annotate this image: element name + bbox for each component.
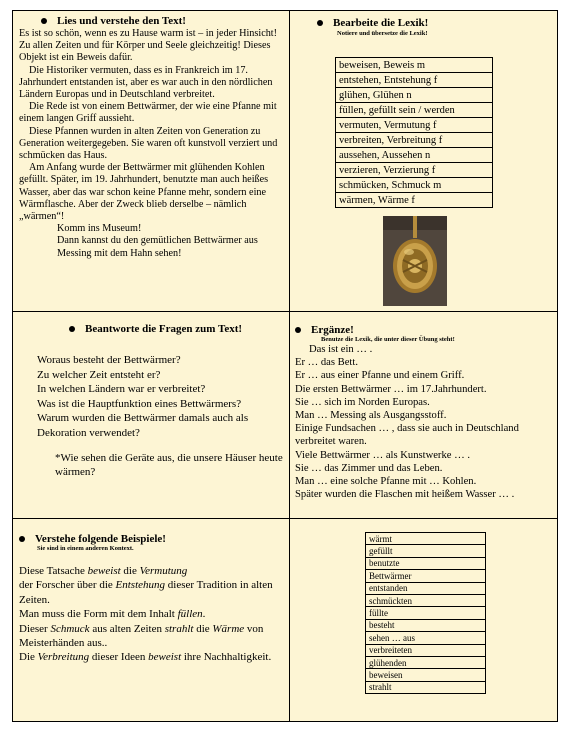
example-text: Diese Tatsache [19,565,88,577]
example-text: die [120,565,140,577]
answer-word: wärmt [366,533,486,545]
question-item: In welchen Ländern war er verbreitet? [37,383,206,396]
answer-word: schmückten [366,594,486,606]
example-text: dieser Ideen [89,651,149,664]
complete-title: Ergänze! [311,324,354,336]
example-text: die [193,622,213,635]
lexis-heading [317,17,555,29]
answers-section [365,532,486,694]
complete-line: Er … aus einer Pfanne und einem Griff. [295,370,465,382]
example-text: ihre Nachhaltigkeit. [181,651,272,664]
reading-title: Lies und verstehe den Text! [57,15,186,27]
answer-word: benutzte [366,557,486,569]
complete-heading [295,324,555,336]
example-sentence [19,578,285,607]
complete-lines [295,343,555,501]
example-keyword: Vermutung [139,565,188,577]
example-keyword: beweist [87,565,121,577]
reading-paragraph: Es ist so schön, wenn es zu Hause warm ist – in jeder Hinsicht! Zu allen Zeiten und für Körper und Seele gleichzeitig! Dieses Objekt ist ein Beweis dafür. [19,28,278,64]
example-text: . [202,608,206,621]
row-divider-1 [13,311,557,312]
example-sentence [19,622,285,651]
reading-heading [41,15,285,27]
question-extra: *Wie sehen die Geräte aus, die unsere Häuser heute wärmen? [55,451,283,479]
answer-word: besteht [366,619,486,631]
example-text: Man muss die Form mit dem Inhalt [19,608,178,621]
complete-line: Viele Bettwärmer … als Kunstwerke … . [295,449,470,461]
complete-line: Später wurden die Flaschen mit heißem Wasser … . [295,489,515,501]
answer-word: strahlt [366,681,486,693]
lexis-word: verbreiten, Verbreitung f [336,133,493,148]
reading-paragraph: Die Rede ist von einem Bettwärmer, der wie eine Pfanne mit einem langen Griff aussieht. [19,101,277,125]
lexis-word: vermuten, Vermutung f [336,118,493,133]
complete-line: Sie … das Zimmer und das Leben. [295,462,443,474]
closing-line: Dann kannst du den gemütlichen Bettwärmer aus Messing mit dem Hahn sehen! [57,235,258,259]
answer-word: entstanden [366,582,486,594]
bed-warmer-photo [383,216,447,306]
questions-section [19,323,285,480]
complete-section [295,324,555,501]
complete-line: Man … eine solche Pfanne mit … Kohlen. [295,476,477,488]
reading-text [19,28,285,260]
bullet-icon [317,20,323,26]
questions-title: Beantworte die Fragen zum Text! [85,323,243,335]
complete-line: Man … Messing als Ausgangsstoff. [295,410,447,422]
complete-line: Einige Fundsachen … , dass sie auch in Deutschland verbreitet waren. [295,423,519,448]
example-text: aus alten Zeiten [89,622,165,635]
question-item: Woraus besteht der Bettwärmer? [37,354,181,366]
lexis-word: schmücken, Schmuck m [336,178,493,193]
column-divider [289,11,290,721]
answer-word: gefüllt [366,545,486,557]
example-sentence [19,607,285,621]
example-keyword: strahlt [164,622,194,635]
bullet-icon [19,536,25,542]
lexis-word: glühen, Glühen n [336,88,493,103]
example-text: Die [19,651,38,664]
worksheet [12,10,558,722]
complete-line: Er … das Bett. [295,357,358,369]
example-keyword: Entstehung [115,579,166,592]
example-sentence [19,564,285,578]
complete-line: Sie … sich im Norden Europas. [295,396,430,408]
reading-paragraph: Am Anfang wurde der Bettwärmer mit glühenden Kohlen gefüllt. Später, im 19. Jahrhundert, benutzte man auch heißes Wasser, aber das war schon keine Pfanne mehr, sondern eine Wärmflasche. Aber der Zweck blieb derselbe – nämlich „wärmen“! [19,162,269,223]
lexis-table [335,57,493,208]
bullet-icon [41,18,47,24]
lexis-subtitle: Notiere und übersetze die Lexik! [337,30,428,37]
complete-subtitle: Benutze die Lexik, die unter dieser Übung steht! [321,336,455,343]
closing-line: Komm ins Museum! [57,223,142,235]
lexis-word: entstehen, Entstehung f [336,73,493,88]
lexis-word: verzieren, Verzierung f [336,163,493,178]
reading-paragraph: Diese Pfannen wurden in alten Zeiten von Generation zu Generation weitergegeben. Sie waren oft kunstvoll verziert und schmücken das Haus. [19,125,278,162]
example-sentence [19,650,285,664]
examples-heading [19,533,285,545]
complete-line: Das ist ein … . [309,344,373,355]
example-text: der Forscher über die [19,579,116,592]
lexis-word: wärmen, Wärme f [336,193,493,208]
lexis-word: aussehen, Aussehen n [336,148,493,163]
lexis-word: beweisen, Beweis m [336,58,493,73]
answer-word: verbreiteten [366,644,486,656]
lexis-word: füllen, gefüllt sein / werden [336,103,493,118]
example-keyword: Wärme [212,622,245,635]
example-keyword: Schmuck [50,622,90,635]
answer-word: beweisen [366,669,486,681]
lexis-section [295,17,555,309]
example-keyword: beweist [148,651,182,664]
answer-word: sehen … aus [366,632,486,644]
examples-section [19,533,285,665]
question-item: Zu welcher Zeit entsteht er? [37,368,161,381]
complete-line: Die ersten Bettwärmer … im 17.Jahrhundert. [295,383,487,395]
answer-word: Bettwärmer [366,570,486,582]
bullet-icon [295,327,301,333]
bullet-icon [69,326,75,332]
question-item: Was ist die Hauptfunktion eines Bettwärmers? [37,397,242,410]
examples-title: Verstehe folgende Beispiele! [35,533,166,545]
examples-text [19,564,285,665]
examples-subtitle: Sie sind in einem anderen Kontext. [37,545,134,552]
bed-warmer-image [383,216,447,306]
reading-section [19,15,285,260]
question-item: Warum wurden die Bettwärmer damals auch als Dekoration verwendet? [37,412,249,439]
answer-word: füllte [366,607,486,619]
lexis-title: Bearbeite die Lexik! [333,17,429,29]
example-keyword: Verbreitung [37,651,90,664]
row-divider-2 [13,518,557,519]
answers-table [365,532,486,694]
example-text: Dieser [19,622,51,635]
answer-word: glühenden [366,656,486,668]
questions-heading [69,323,285,335]
example-text: von Meisterhänden aus.. [19,622,264,650]
reading-paragraph: Die Historiker vermuten, dass es in Frankreich im 17. Jahrhundert entstanden ist, aber es war auch in den nördlichen Ländern Europas und in Deutschland verbreitet. [19,64,273,101]
questions-list [19,353,285,480]
example-keyword: füllen [177,608,203,621]
example-text: dieser Tradition in alten Zeiten. [19,579,273,606]
